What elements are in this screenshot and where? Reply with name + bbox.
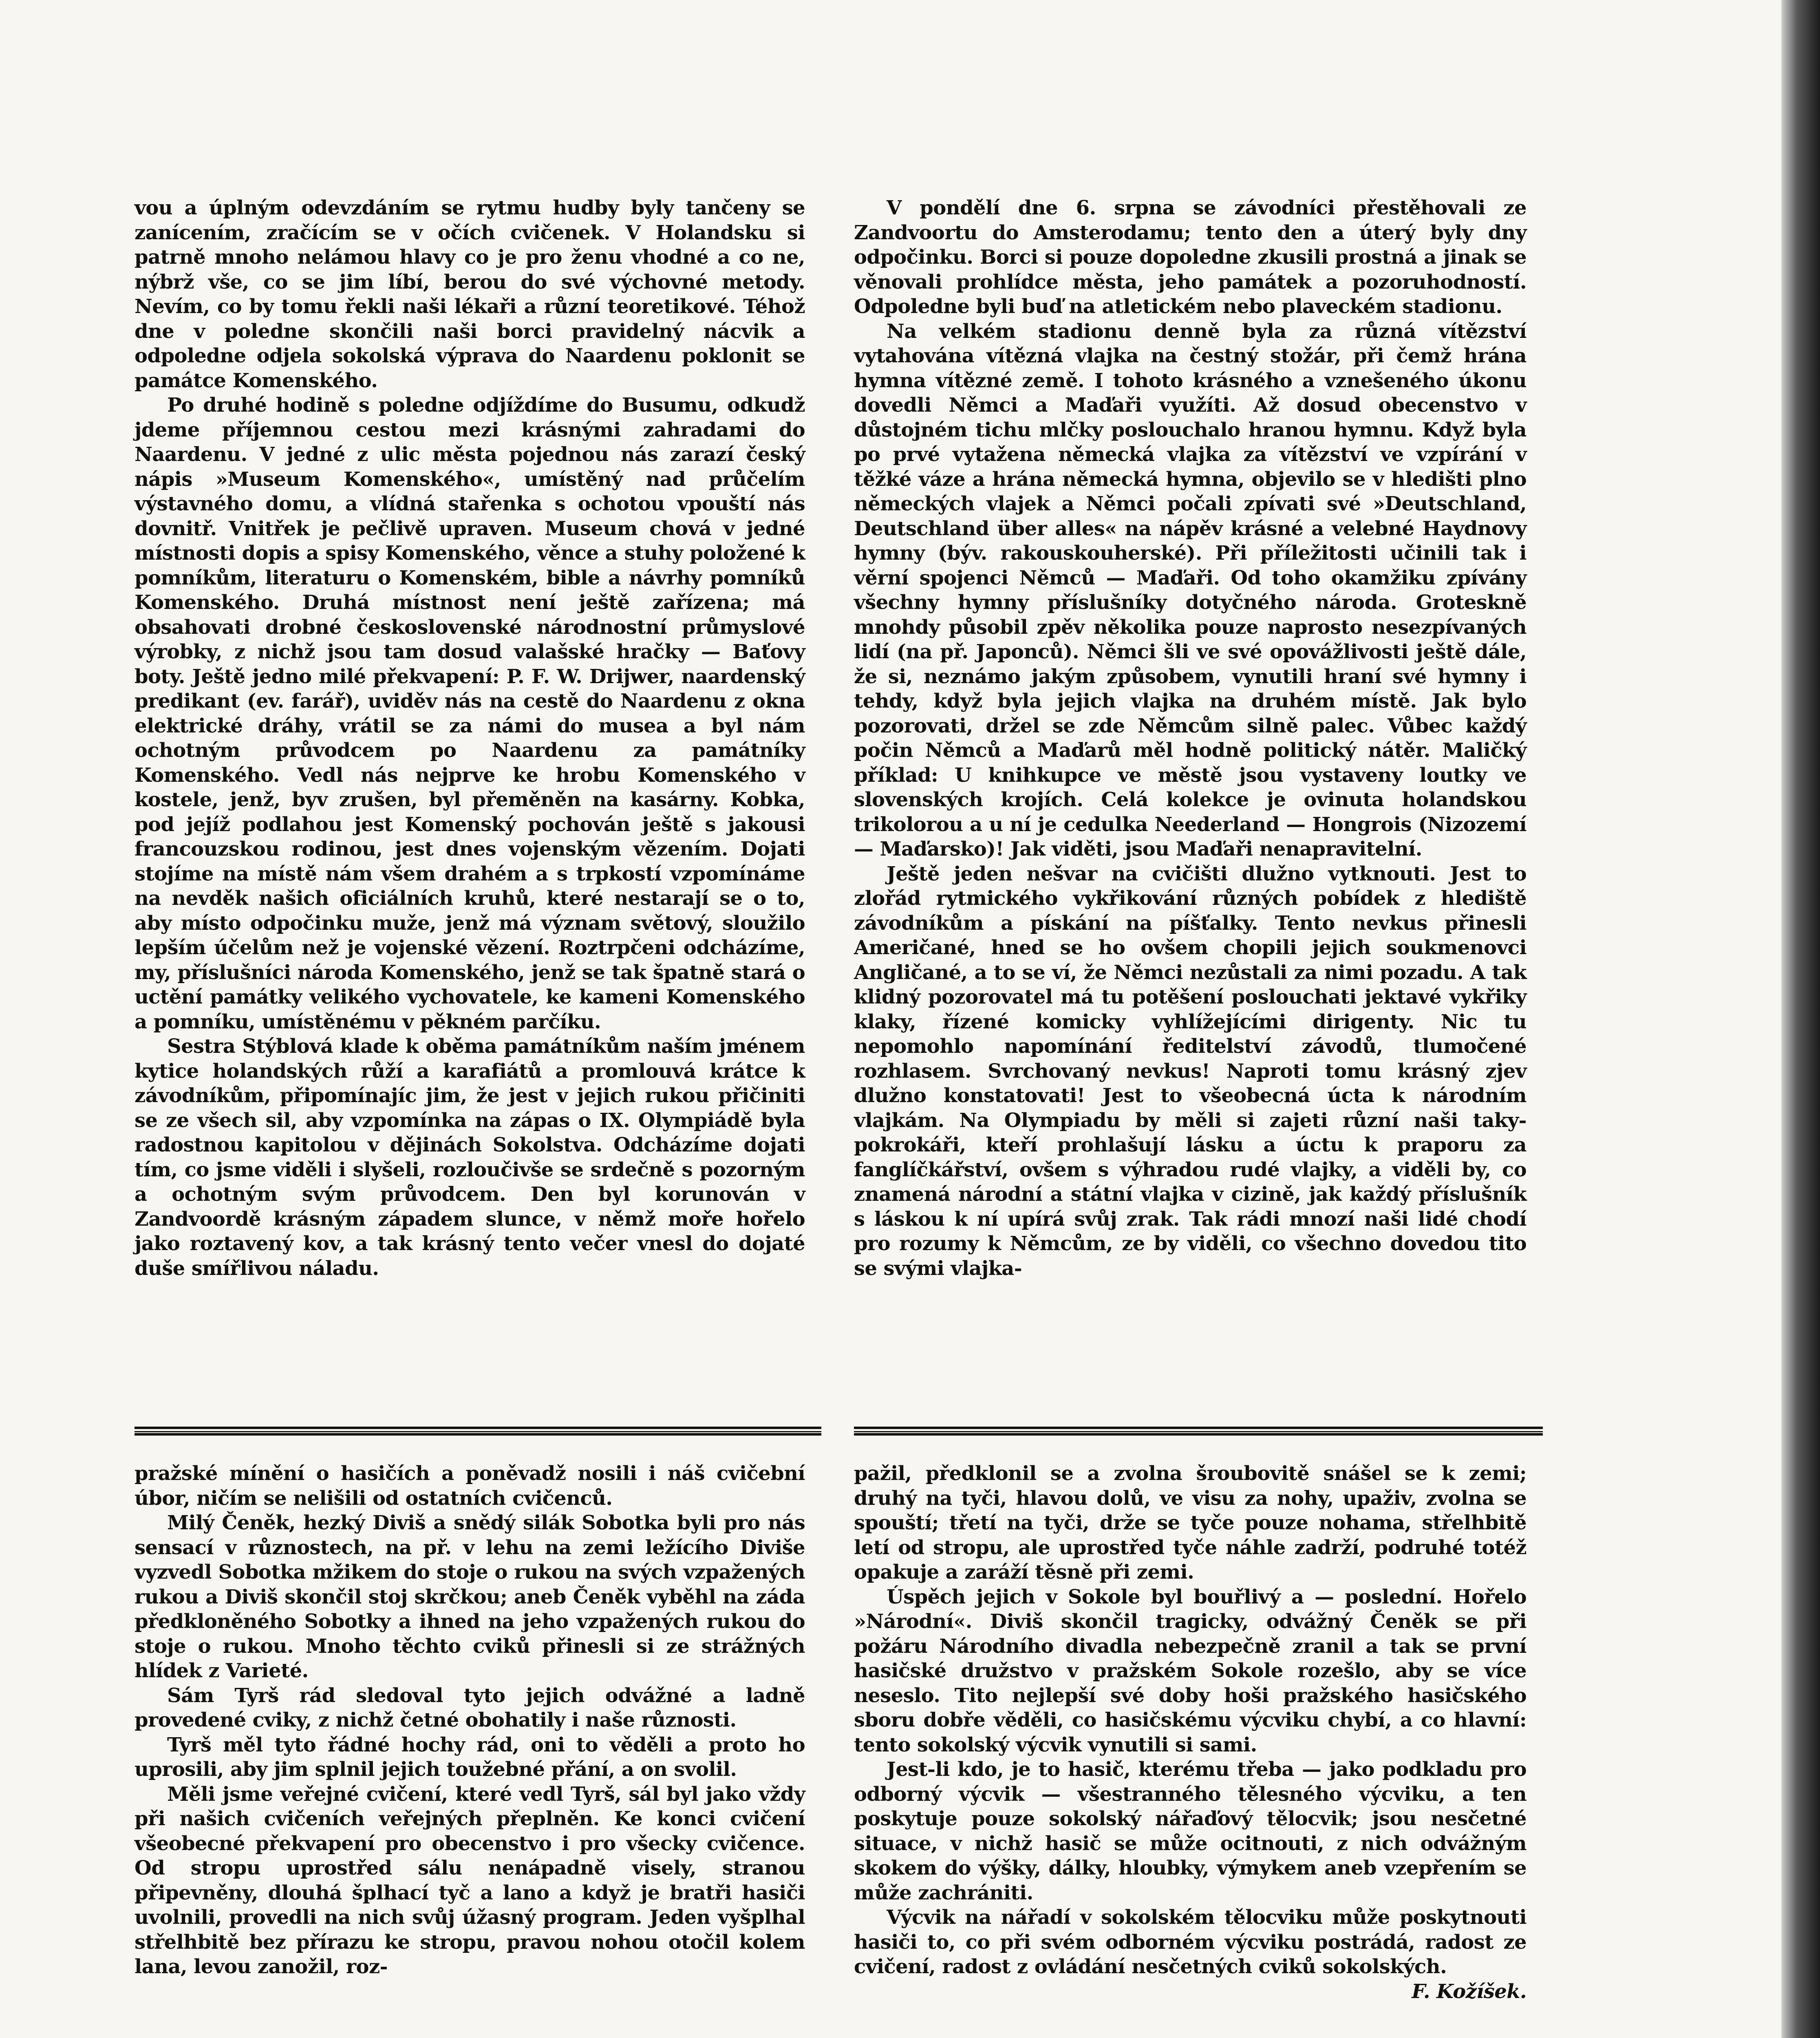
section-divider-right xyxy=(854,1427,1543,1436)
section-divider-left xyxy=(135,1427,821,1436)
article-column-bottom-right xyxy=(854,1461,1527,2004)
paragraph: pažil, předklonil se a zvolna šroubovitě snášel se k zemi; druhý na tyči, hlavou dolů, ve visu za nohy, upaživ, zvolna se spouští; třetí na tyči, drže se tyče pouze nohama, střelhbitě letí od stropu, ale uprostřed tyče náhle zadrží, podruhé totéž opakuje a zaráží těsně při zemi. xyxy=(854,1462,1527,1584)
article-column-top-right xyxy=(854,196,1527,1281)
paragraph: Sestra Stýblová klade k oběma památníkům naším jménem kytice holandských růží a karafiátů a promlouvá krátce k závodníkům, připomínajíc jim, že jest v jejich rukou přičiniti se ze všech sil, aby vzpomínka na zápas o IX. Olympiádě byla radostnou kapitolou v dějinách Sokolstva. Odcházíme dojati tím, co jsme viděli i slyšeli, rozloučivše se srdečně s pozorným a ochotným svým průvodcem. Den byl korunován v Zandvoordě krásným západem slunce, v němž moře hořelo jako roztavený kov, a tak krásný tento večer vnesl do dojaté duše smířlivou náladu. xyxy=(135,1035,805,1280)
paragraph: Po druhé hodině s poledne odjíždíme do Busumu, odkudž jdeme příjemnou cestou mezi krásnými zahradami do Naardenu. V jedné z ulic města pojednou nás zarazí český nápis »Museum Komenského«, umístěný nad průčelím výstavného domu, a vlídná stařenka s ochotou vpouští nás dovnitř. Vnitřek je pečlivě upraven. Museum chová v jedné místnosti dopis a spisy Komenského, věnce a stuhy položené k pomníkům, literaturu o Komenském, bible a návrhy pomníků Komenského. Druhá místnost není ještě zařízena; má obsahovati drobné československé národnostní průmyslové výrobky, z nichž jsou tam dosud valašské hračky — Baťovy boty. Ještě jedno milé překvapení: P. F. W. Drijwer, naardenský predikant (ev. farář), uviděv nás na cestě do Naardenu z okna elektrické dráhy, vrátil se za námi do musea a byl nám ochotným průvodcem po Naardenu za památníky Komenského. Vedl nás nejprve ke hrobu Komenského v kostele, jenž, byv zrušen, byl přeměněn na kasárny. Kobka, pod jejíž podlahou jest Komenský pochován ještě s jakousi francouzskou rodinou, jest dnes vojenským vězením. Dojati stojíme na místě nám všem drahém a s trpkostí vzpomínáme na nevděk našich oficiálních kruhů, které nestarají se o to, aby místo odpočinku muže, jenž má význam světový, sloužilo lepším účelům než je vojenské vězení. Roztrpčeni odcházíme, my, příslušníci národa Komenského, jenž se tak špatně stará o uctění památky velikého vychovatele, ke kameni Komenského a pomníku, umístěnému v pěkném parčíku. xyxy=(135,394,805,1033)
paragraph: Sám Tyrš rád sledoval tyto jejich odvážné a ladně provedené cviky, z nichž četné obohatily i naše různosti. xyxy=(135,1684,805,1731)
paragraph: V pondělí dne 6. srpna se závodníci přestěhovali ze Zandvoortu do Amsterodamu; tento den a úterý byly dny odpočinku. Borci si pouze dopoledne zkusili prostná a jinak se věnovali prohlídce města, jeho památek a pozoruhodností. Odpoledne byli buď na atletickém nebo plaveckém stadionu. xyxy=(854,196,1527,318)
paragraph: Měli jsme veřejné cvičení, které vedl Tyrš, sál byl jako vždy při našich cvičeních veřejných přeplněn. Ke konci cvičení všeobecné překvapení pro obecenstvo i pro všecky cvičence. Od stropu uprostřed sálu nenápadně visely, stranou připevněny, dlouhá šplhací tyč a lano a když je bratři hasiči uvolnili, provedli na nich svůj úžasný program. Jeden vyšplhal střelhbitě bez přírazu ke stropu, pravou nohou otočil kolem lana, levou zanožil, roz- xyxy=(135,1782,805,1978)
article-column-bottom-left xyxy=(135,1461,805,1979)
paragraph: pražské mínění o hasičích a poněvadž nosili i náš cvičební úbor, ničím se nelišili od ostatních cvičenců. xyxy=(135,1462,805,1510)
signature-line xyxy=(854,1979,1527,2004)
paragraph: Tyrš měl tyto řádné hochy rád, oni to věděli a proto ho uprosili, aby jim splnil jejich toužebné přání, a on svolil. xyxy=(135,1733,805,1781)
author-name: F. Kožíšek. xyxy=(1412,1980,1527,2003)
paragraph: Výcvik na nářadí v sokolském tělocviku může poskytnouti hasiči to, co při svém odborném výcviku postrádá, radost ze cvičení, radost z ovládání nesčetných cviků sokolských. xyxy=(854,1906,1527,1978)
paragraph: vou a úplným odevzdáním se rytmu hudby byly tančeny se zanícením, zračícím se v očích cvičenek. V Holandsku si patrně mnoho nelámou hlavy co je pro ženu vhodné a co ne, nýbrž vše, co se jim líbí, berou do své výchovné metody. Nevím, co by tomu řekli naši lékaři a různí teoretikové. Téhož dne v poledne skončili naši borci pravidelný nácvik a odpoledne odjela sokolská výprava do Naardenu poklonit se památce Komenského. xyxy=(135,196,805,392)
paragraph: Na velkém stadionu denně byla za různá vítězství vytahována vítězná vlajka na čestný stožár, při čemž hrána hymna vítězné země. I tohoto krásného a vznešeného úkonu dovedli Němci a Maďaři využíti. Až dosud obecenstvo v důstojném tichu mlčky poslouchalo hranou hymnu. Když byla po prvé vytažena německá vlajka za vítězství ve vzpírání v těžké váze a hrána německá hymna, objevilo se v hledišti plno německých vlajek a Němci počali zpívati své »Deutschland, Deutschland über alles« na nápěv krásné a velebné Haydnovy hymny (býv. rakouskouherské). Při příležitosti učinili tak i věrní spojenci Němců — Maďaři. Od toho okamžiku zpívány všechny hymny příslušníky dotyčného národa. Groteskně mnohdy působil zpěv několika pouze naprosto nesezpívaných lidí (na př. Japonců). Němci šli ve své opovážlivosti ještě dále, že si, neznámo jakým způsobem, vynutili hraní své hymny i tehdy, když byla jejich vlajka na druhém místě. Jak bylo pozorovati, držel se zde Němcům silně palec. Vůbec každý počin Němců a Maďarů měl hodně politický nátěr. Maličký příklad: U knihkupce ve městě jsou vystaveny loutky ve slovenských krojích. Celá kolekce je ovinuta holandskou trikolorou a u ní je cedulka Neederland — Hongrois (Nizozemí — Maďarsko)! Jak viděti, jsou Maďaři nenapravitelní. xyxy=(854,320,1527,860)
scan-edge-shadow xyxy=(1781,0,1820,2038)
paragraph: Jest-li kdo, je to hasič, kterému třeba — jako podkladu pro odborný výcvik — všestranného tělesného výcviku, a ten poskytuje pouze sokolský nářaďový tělocvik; jsou nesčetné situace, v nichž hasič se může ocitnouti, z nich odvážným skokem do výšky, dálky, hloubky, výmykem aneb vzepřením se může zachrániti. xyxy=(854,1758,1527,1904)
article-column-top-left xyxy=(135,196,805,1281)
paragraph: Úspěch jejich v Sokole byl bouřlivý a — poslední. Hořelo »Národní«. Diviš skončil tragicky, odvážný Čeněk se při požáru Národního divadla nebezpečně zranil a tak se první hasičské družstvo v pražském Sokole rozešlo, aby se více neseslo. Tito nejlepší své doby hoši pražského hasičského sboru dobře věděli, co hasičskému výcviku chybí, a co hlavní: tento sokolský výcvik vynutili si sami. xyxy=(854,1585,1527,1756)
paragraph: Milý Čeněk, hezký Diviš a snědý silák Sobotka byli pro nás sensací v různostech, na př. v lehu na zemi ležícího Diviše vyzvedl Sobotka mžikem do stoje o rukou na svých vzpažených rukou a Diviš skončil stoj skrčkou; aneb Čeněk vyběhl na záda předkloněného Sobotky a ihned na jeho vzpažených rukou do stoje o rukou. Mnoho těchto cviků přinesli si ze strážných hlídek z Varieté. xyxy=(135,1511,805,1682)
paragraph: Ještě jeden nešvar na cvičišti dlužno vytknouti. Jest to zlořád rytmického vykřikování různých pobídek z hlediště závodníkům a pískání na píšťalky. Tento nevkus přinesli Američané, hned se ho ovšem chopili jejich soukmenovci Angličané, a to se ví, že Němci nezůstali za nimi pozadu. A tak klidný pozorovatel má tu potěšení poslouchati jektavé vykřiky klaky, řízené komicky vyhlížejícími dirigenty. Nic tu nepomohlo napomínání ředitelství závodů, tlumočené rozhlasem. Svrchovaný nevkus! Naproti tomu krásný zjev dlužno konstatovati! Jest to všeobecná úcta k národním vlajkám. Na Olympiadu by měli si zajeti různí naši taky-pokrokáři, kteří prohlašují lásku a úctu k praporu za fanglíčkářství, ovšem s výhradou rudé vlajky, a viděli by, co znamená národní a státní vlajka v cizině, jak každý příslušník s láskou k ní upírá svůj zrak. Tak rádi mnozí naši lidé chodí pro rozumy k Němcům, ze by viděli, co všechno dovedou tito se svými vlajka- xyxy=(854,862,1527,1280)
